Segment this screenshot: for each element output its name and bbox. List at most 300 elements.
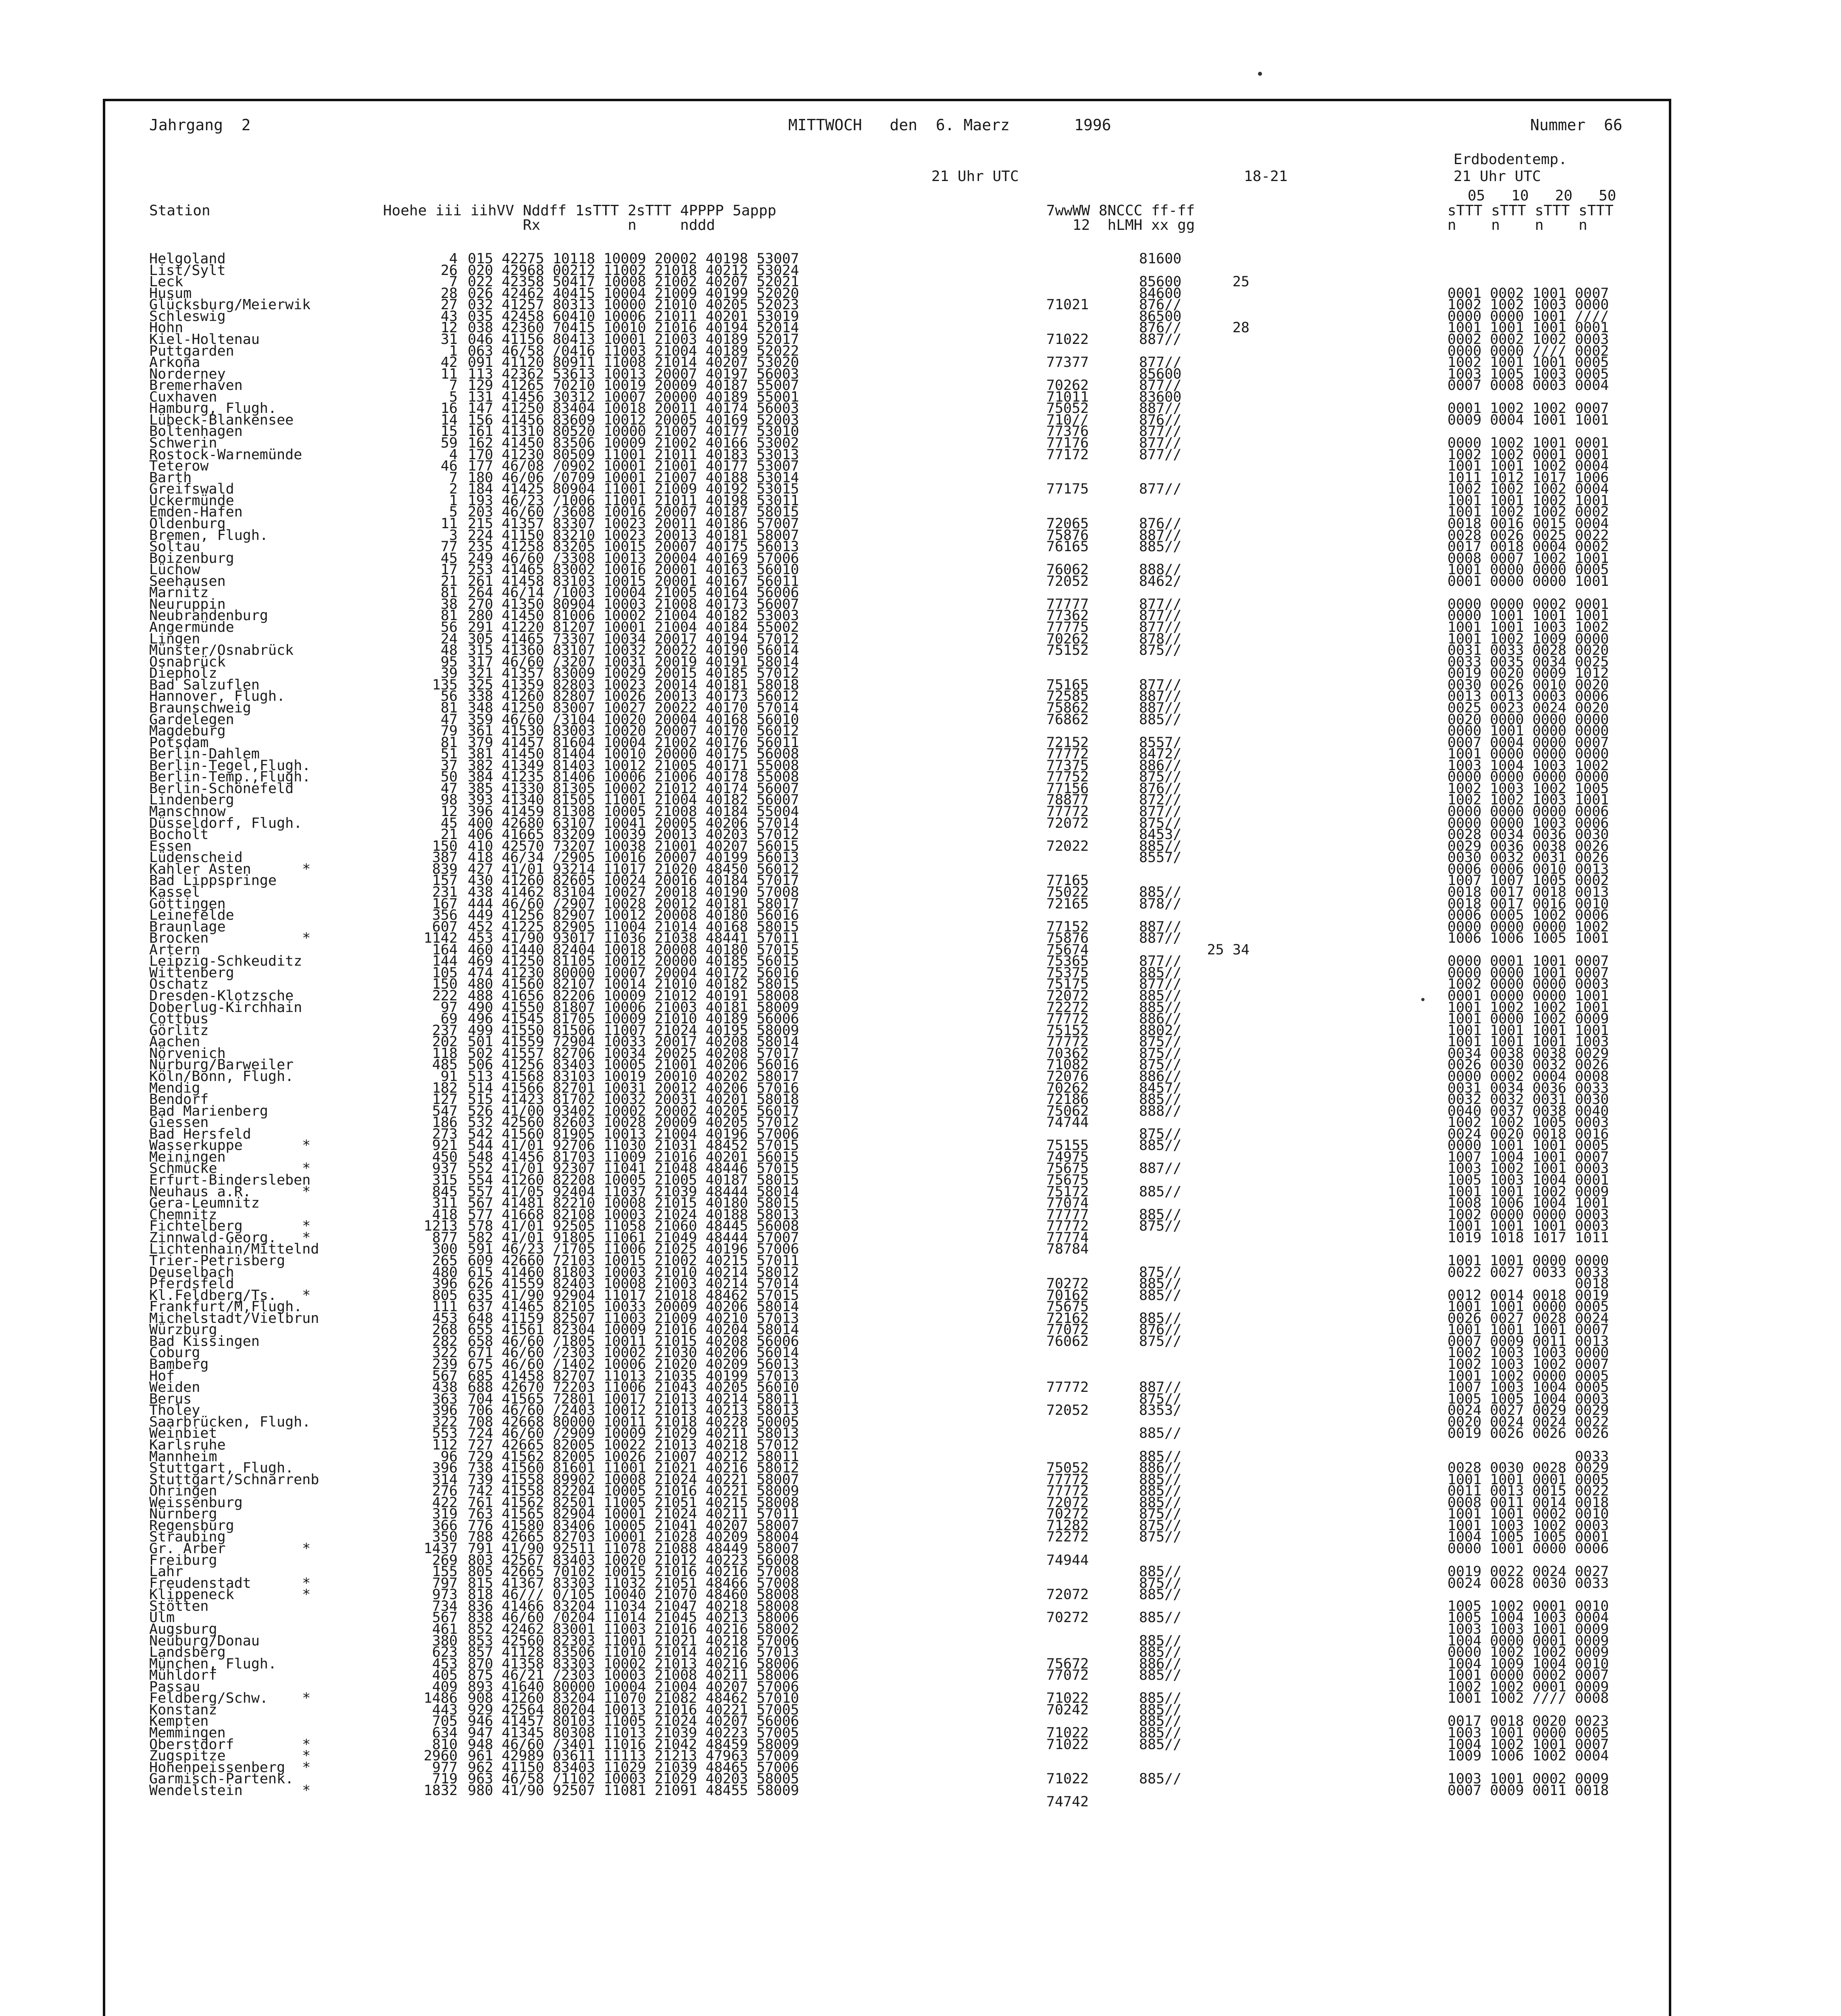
table-row (149, 852, 1665, 864)
soil-observation-time: 21 Uhr UTC (1454, 168, 1541, 185)
station-weather-group: 77362 (1046, 608, 1089, 624)
station-soil-temps: 0000 0000 0000 0006 (1447, 804, 1609, 820)
station-synop-codes: 962 41150 83403 11029 21039 48465 57006 (468, 1759, 799, 1776)
station-soil-temps: 1003 1002 1001 0003 (1447, 1160, 1609, 1177)
station-synop-codes: 626 41559 82403 10008 21003 40214 57014 (468, 1276, 799, 1292)
station-weather-group: 75155 (1046, 1137, 1089, 1154)
station-name: Braunschweig (149, 700, 251, 716)
station-weather-group: 77375 (1046, 757, 1089, 774)
table-row (149, 1508, 1665, 1520)
station-synop-codes: 548 41456 81703 11009 21016 40201 56015 (468, 1149, 799, 1165)
table-row (149, 285, 1665, 302)
station-height: 222 (432, 988, 458, 1004)
table-row (149, 469, 1665, 486)
station-synop-codes: 658 46/60 /1805 10011 21015 40208 56006 (468, 1333, 799, 1350)
station-synop-codes: 469 41250 81105 10012 20000 40185 56015 (468, 953, 799, 970)
station-synop-codes: 738 41560 81601 11001 21021 40216 58012 (468, 1460, 799, 1477)
station-soil-temps: 1008 1006 1004 1001 (1447, 1195, 1609, 1212)
station-name: Glücksburg/Meierwik (149, 297, 311, 313)
station-height: 11 (440, 515, 458, 532)
station-cloud-wind-group: 885// (1139, 1425, 1182, 1442)
table-row (149, 711, 1665, 728)
station-synop-codes: 400 42680 63107 10041 20005 40206 57014 (468, 815, 799, 831)
station-soil-temps: 0024 0028 0030 0033 (1447, 1575, 1609, 1591)
station-name: Wendelstein * (149, 1782, 311, 1799)
station-name: Ulm (149, 1610, 175, 1626)
table-row (149, 1796, 1665, 1808)
station-cloud-wind-group: 876// (1139, 1322, 1182, 1338)
station-soil-temps: 1001 1001 1001 1001 (1447, 1022, 1609, 1039)
station-synop-codes: 026 42462 40415 10004 21009 40199 52020 (468, 285, 799, 302)
table-row (149, 930, 1665, 947)
station-synop-codes: 396 41459 81308 10005 21008 40184 55004 (468, 804, 799, 820)
station-height: 51 (440, 746, 458, 762)
station-height: 300 (432, 1241, 458, 1258)
station-weather-group: 70272 (1046, 1276, 1089, 1292)
station-soil-temps: 1002 0000 0000 0003 (1447, 976, 1609, 993)
station-weather-group: 75022 (1046, 884, 1089, 900)
station-name: Boizenburg (149, 550, 234, 566)
table-row (149, 1727, 1665, 1739)
station-cloud-wind-group: 888// (1139, 562, 1182, 578)
station-height: 7 (449, 274, 458, 290)
station-height: 265 (432, 1252, 458, 1269)
station-soil-temps: 0017 0018 0004 0002 (1447, 539, 1609, 555)
station-synop-codes: 857 41128 83506 11010 21014 40216 57013 (468, 1644, 799, 1661)
scan-speck (1421, 998, 1424, 1001)
station-weather-group: 77772 (1046, 804, 1089, 820)
station-soil-temps: 1004 1009 1004 0010 (1447, 1656, 1609, 1672)
station-soil-temps: 1009 1006 1002 0004 (1447, 1748, 1609, 1764)
station-synop-codes: 946 41457 80103 11005 21024 40207 56006 (468, 1713, 799, 1730)
station-synop-codes: 853 42560 82303 11001 21021 40218 57006 (468, 1633, 799, 1649)
station-cloud-wind-group: 877// (1139, 619, 1182, 635)
table-row (149, 400, 1665, 417)
station-name: Düsseldorf, Flugh. (149, 815, 302, 831)
table-row (149, 1393, 1665, 1405)
table-row (149, 331, 1665, 348)
station-name: Bad Hersfeld (149, 1126, 251, 1142)
station-cloud-wind-group: 875// (1139, 1517, 1182, 1534)
station-name: Berlin-Temp.,Flugh. (149, 769, 311, 785)
station-soil-temps: 0000 1002 1002 0009 (1447, 1644, 1609, 1661)
station-height: 4 (449, 251, 458, 267)
station-name: Bamberg (149, 1356, 209, 1372)
station-soil-temps: 0019 0026 0026 0026 (1447, 1425, 1609, 1442)
station-weather-group: 70262 (1046, 631, 1089, 647)
station-soil-temps: 0007 0009 0011 0013 (1447, 1333, 1609, 1350)
station-weather-group: 77172 (1046, 446, 1089, 463)
station-height: 405 (432, 1667, 458, 1684)
station-cloud-wind-group: 878// (1139, 896, 1182, 912)
station-weather-group: 70262 (1046, 1080, 1089, 1096)
period-label: 18-21 (1244, 168, 1288, 185)
station-cloud-wind-group: 885// (1139, 1564, 1182, 1580)
station-weather-group: 76862 (1046, 711, 1089, 728)
station-height: 422 (432, 1494, 458, 1511)
station-name: Görlitz (149, 1022, 209, 1039)
station-height: 805 (432, 1287, 458, 1304)
table-row (149, 1644, 1665, 1661)
station-cloud-wind-group: 875// (1139, 1057, 1182, 1073)
station-weather-group: 72186 (1046, 1091, 1089, 1108)
station-soil-temps: 1001 1002 1002 1001 (1447, 999, 1609, 1016)
station-height: 356 (432, 907, 458, 924)
station-name: Hohenpeissenberg * (149, 1759, 311, 1776)
station-weather-group: 76062 (1046, 562, 1089, 578)
station-name: Weiden (149, 1379, 200, 1396)
station-synop-codes: 803 42567 83403 10020 21012 40223 56008 (468, 1552, 799, 1568)
station-name: Gr. Arber * (149, 1541, 311, 1557)
station-weather-group: 77156 (1046, 780, 1089, 797)
table-row (149, 757, 1665, 774)
table-row (149, 1713, 1665, 1730)
station-name: Seehausen (149, 573, 226, 589)
station-synop-codes: 501 41559 72904 10033 20017 40208 58014 (468, 1034, 799, 1050)
station-height: 155 (432, 1564, 458, 1580)
station-cloud-wind-group: 8462/ (1139, 573, 1182, 589)
station-cloud-wind-group: 875// (1139, 1506, 1182, 1522)
station-weather-group: 71022 (1046, 1771, 1089, 1787)
station-soil-temps: 0000 0000 0000 1002 (1447, 918, 1609, 935)
station-name: Garmisch-Partenk. (149, 1771, 294, 1787)
station-name: Lingen (149, 631, 200, 647)
station-synop-codes: 591 46/23 /1705 11006 21025 40196 57006 (468, 1241, 799, 1258)
station-height: 380 (432, 1633, 458, 1649)
station-synop-codes: 449 41256 82907 10012 20008 40180 56016 (468, 907, 799, 924)
table-row (149, 322, 1665, 334)
station-soil-temps: 1001 0000 0002 0007 (1447, 1667, 1609, 1684)
station-cloud-wind-group: 887// (1139, 700, 1182, 716)
station-weather-group: 71082 (1046, 1057, 1089, 1073)
station-cloud-wind-group: 885// (1139, 539, 1182, 555)
station-weather-group: 70362 (1046, 1045, 1089, 1062)
station-height: 623 (432, 1644, 458, 1661)
station-cloud-wind-group: 876// (1139, 780, 1182, 797)
station-soil-temps: 0028 0030 0028 0029 (1447, 1460, 1609, 1477)
station-name: Lichtenhain/Mittelnd (149, 1241, 319, 1258)
station-height: 167 (432, 896, 458, 912)
table-row (149, 665, 1665, 682)
station-weather-group: 77377 (1046, 354, 1089, 371)
station-synop-codes: 488 41656 82206 10009 21012 40191 58008 (468, 988, 799, 1004)
table-row (149, 1137, 1665, 1154)
station-soil-temps: 1002 1002 1002 0004 (1447, 481, 1609, 498)
station-soil-temps: 1001 1002 0000 0005 (1447, 1368, 1609, 1384)
station-soil-temps: 0018 0017 0018 0013 (1447, 884, 1609, 900)
station-cloud-wind-group: 875// (1139, 1034, 1182, 1050)
table-row (149, 702, 1665, 714)
table-row (149, 1333, 1665, 1350)
station-synop-codes: 382 41349 81403 10012 21005 40171 55008 (468, 757, 799, 774)
table-row (149, 1681, 1665, 1693)
station-cloud-wind-group: 878// (1139, 631, 1182, 647)
station-name: Nörvenich (149, 1045, 226, 1062)
table-row (149, 679, 1665, 691)
station-name: Saarbrücken, Flugh. (149, 1414, 311, 1430)
station-name: Wasserkuppe * (149, 1137, 311, 1154)
table-row (149, 1347, 1665, 1359)
station-weather-group: 71022 (1046, 1736, 1089, 1753)
station-synop-codes: 410 42570 73207 10038 21001 40207 56015 (468, 838, 799, 854)
station-cloud-wind-group: 885// (1139, 1483, 1182, 1500)
station-synop-codes: 444 46/60 /2907 10028 20012 40181 58017 (468, 896, 799, 912)
station-height: 17 (440, 562, 458, 578)
issue-number: Nummer 66 (1530, 116, 1622, 134)
station-synop-codes: 506 41256 83403 10005 21001 40206 56016 (468, 1057, 799, 1073)
station-name: Meiningen (149, 1149, 226, 1165)
station-synop-codes: 184 41425 80904 11001 21009 40192 53015 (468, 481, 799, 498)
station-cloud-wind-group: 885// (1139, 964, 1182, 981)
station-weather-group: 70262 (1046, 377, 1089, 394)
station-height: 50 (440, 769, 458, 785)
station-cloud-wind-group: 8802/ (1139, 1022, 1182, 1039)
station-name: Marnitz (149, 585, 209, 601)
station-name: Bad Lippspringe (149, 873, 277, 889)
station-weather-group: 71022 (1046, 331, 1089, 348)
table-row (149, 564, 1665, 576)
station-synop-codes: 235 41258 83205 10015 20007 40175 56013 (468, 539, 799, 555)
station-soil-temps: 0000 1001 1001 1001 (1447, 608, 1609, 624)
station-height: 45 (440, 550, 458, 566)
station-weather-group: 77072 (1046, 1667, 1089, 1684)
station-height: 24 (440, 631, 458, 647)
table-row (149, 1759, 1665, 1776)
station-cloud-wind-group: 885// (1139, 1771, 1182, 1787)
station-weather-group: 72165 (1046, 896, 1089, 912)
table-row (149, 1704, 1665, 1716)
station-height: 5 (449, 389, 458, 405)
station-synop-codes: 526 41/00 93402 10002 20002 40205 56017 (468, 1103, 799, 1119)
station-cloud-wind-group: 886// (1139, 1068, 1182, 1085)
table-row (149, 1278, 1665, 1290)
station-height: 56 (440, 619, 458, 635)
station-cloud-wind-group: 885// (1139, 1633, 1182, 1649)
station-cloud-wind-group: 875// (1139, 1126, 1182, 1142)
station-name: Hamburg, Flugh. (149, 400, 277, 417)
station-name: Hohn (149, 320, 183, 336)
station-cloud-wind-group: 876// (1139, 515, 1182, 532)
station-weather-group: 71282 (1046, 1517, 1089, 1534)
station-synop-codes: 685 41458 82707 11013 21035 40199 57013 (468, 1368, 799, 1384)
station-soil-temps: 1001 1002 //// 0008 (1447, 1690, 1609, 1707)
station-name: Lindenberg (149, 792, 234, 808)
station-name: Stuttgart/Schnarrenb (149, 1471, 319, 1488)
station-soil-temps: 1005 1002 0001 0010 (1447, 1598, 1609, 1614)
station-synop-codes: 180 46/06 /0709 10001 21007 40188 53014 (468, 469, 799, 486)
station-height: 69 (440, 1011, 458, 1027)
table-row (149, 1621, 1665, 1637)
station-cloud-wind-group: 887// (1139, 918, 1182, 935)
station-synop-codes: 818 46/// 0/105 10040 21070 48460 58008 (468, 1587, 799, 1603)
station-synop-codes: 947 41345 80308 11013 21039 40223 57005 (468, 1725, 799, 1741)
station-cloud-wind-group: 877// (1139, 377, 1182, 394)
station-soil-temps: 0025 0023 0024 0020 (1447, 700, 1609, 716)
station-name: Aachen (149, 1034, 200, 1050)
station-weather-group: 70272 (1046, 1610, 1089, 1626)
station-height: 135 (432, 677, 458, 693)
table-row (149, 492, 1665, 509)
table-row (149, 771, 1665, 783)
table-row (149, 1068, 1665, 1085)
station-synop-codes: 193 46/23 /1006 11001 21011 40198 53011 (468, 492, 799, 509)
station-soil-temps: 1001 1001 1002 0004 (1447, 458, 1609, 475)
station-synop-codes: 131 41456 30312 10007 20000 40189 55001 (468, 389, 799, 405)
station-height: 164 (432, 941, 458, 958)
station-weather-group: 72072 (1046, 988, 1089, 1004)
station-name: Lüdenscheid (149, 850, 243, 866)
station-synop-codes: 249 46/60 /3308 10013 20004 40169 57006 (468, 550, 799, 566)
station-name: Schmücke * (149, 1160, 311, 1177)
station-name: Arkona (149, 354, 200, 371)
station-name: Potsdam (149, 734, 209, 751)
station-synop-codes: 655 41561 82304 10009 21016 40204 58014 (468, 1322, 799, 1338)
table-row (149, 1690, 1665, 1707)
station-synop-codes: 836 41466 83204 11034 21047 40218 58008 (468, 1598, 799, 1614)
station-height: 5 (449, 504, 458, 521)
station-name: Gera-Leumnitz (149, 1195, 260, 1212)
station-soil-temps: 0000 0000 0002 0001 (1447, 596, 1609, 612)
station-cloud-wind-group: 877// (1139, 435, 1182, 451)
station-soil-temps: 1001 1001 1002 1001 (1447, 492, 1609, 509)
station-synop-codes: 460 41440 82404 10018 20008 40180 57015 (468, 941, 799, 958)
station-weather-group: 70242 (1046, 1702, 1089, 1718)
station-soil-temps: 0031 0033 0028 0020 (1447, 642, 1609, 659)
table-row (149, 1483, 1665, 1500)
table-row (149, 838, 1665, 854)
station-height: 97 (440, 999, 458, 1016)
station-height: 921 (432, 1137, 458, 1154)
station-height: 438 (432, 1379, 458, 1396)
table-row (149, 1013, 1665, 1025)
station-synop-codes: 264 46/14 /1003 10004 21005 40164 56006 (468, 585, 799, 601)
table-row (149, 1425, 1665, 1442)
station-synop-codes: 379 41457 81604 10004 21002 40176 56011 (468, 734, 799, 751)
table-row (149, 1667, 1665, 1684)
station-weather-group: 77165 (1046, 873, 1089, 889)
station-name: Artern (149, 941, 200, 958)
station-height: 810 (432, 1736, 458, 1753)
station-cloud-wind-group: 86500 (1139, 308, 1182, 325)
table-row (149, 1658, 1665, 1670)
table-row (149, 377, 1665, 394)
station-cloud-wind-group: 8457/ (1139, 1080, 1182, 1096)
station-soil-temps: 0019 0020 0009 1012 (1447, 665, 1609, 682)
station-synop-codes: 724 46/60 /2909 10009 21029 40211 58013 (468, 1425, 799, 1442)
station-weather-group: 72272 (1046, 999, 1089, 1016)
station-synop-codes: 729 41562 82005 10026 21007 40212 58011 (468, 1448, 799, 1465)
station-height: 96 (440, 1448, 458, 1465)
station-soil-temps: 1003 1001 0000 0005 (1447, 1725, 1609, 1741)
station-soil-temps: 1002 1003 1002 1005 (1447, 780, 1609, 797)
table-row (149, 1566, 1665, 1578)
station-height: 797 (432, 1575, 458, 1591)
station-synop-codes: 870 41358 83303 10002 21013 40216 58006 (468, 1656, 799, 1672)
table-row (149, 633, 1665, 645)
station-height: 239 (432, 1356, 458, 1372)
station-synop-codes: 361 41530 83003 10020 20007 40170 56012 (468, 723, 799, 739)
station-soil-temps: 0000 0000 1003 0006 (1447, 815, 1609, 831)
station-height: 973 (432, 1587, 458, 1603)
station-name: Berlin-Schönefeld (149, 780, 294, 797)
table-row (149, 1160, 1665, 1177)
station-synop-codes: 761 41562 82501 11005 21051 40215 58008 (468, 1494, 799, 1511)
station-height: 553 (432, 1425, 458, 1442)
station-name: Boltenhagen (149, 423, 243, 440)
table-row (149, 389, 1665, 405)
station-name: Klippeneck * (149, 1587, 311, 1603)
station-name: Lübeck-Blankensee (149, 412, 294, 428)
station-cloud-wind-group: 885// (1139, 1137, 1182, 1154)
table-row (149, 343, 1665, 359)
station-synop-codes: 502 41557 82706 10034 20025 40208 57017 (468, 1045, 799, 1062)
station-soil-temps: 1001 1001 1003 1002 (1447, 619, 1609, 635)
station-cloud-wind-group: 875// (1139, 1575, 1182, 1591)
station-height: 231 (432, 884, 458, 900)
station-cloud-wind-group: 877// (1139, 608, 1182, 624)
table-row (149, 414, 1665, 426)
station-weather-group: 76165 (1046, 539, 1089, 555)
station-cloud-wind-group: 888// (1139, 1103, 1182, 1119)
table-row (149, 596, 1665, 612)
station-synop-codes: 742 41558 82204 10005 21016 40221 58009 (468, 1483, 799, 1500)
station-soil-temps: 0000 1001 0000 0000 (1447, 723, 1609, 739)
station-synop-codes: 022 42358 50417 10008 21002 40207 52021 (468, 274, 799, 290)
table-row (149, 780, 1665, 797)
station-height: 1486 (423, 1690, 458, 1707)
station-weather-group: 71022 (1046, 1725, 1089, 1741)
station-weather-group: 74975 (1046, 1149, 1089, 1165)
table-row (149, 999, 1665, 1016)
station-height: 845 (432, 1183, 458, 1200)
station-height: 37 (440, 757, 458, 774)
station-soil-temps: 0028 0034 0036 0030 (1447, 827, 1609, 843)
station-weather-group: 710// (1046, 412, 1089, 428)
table-row (149, 1059, 1665, 1071)
table-row (149, 1149, 1665, 1165)
station-name: Bad Salzuflen (149, 677, 260, 693)
station-height: 443 (432, 1702, 458, 1718)
station-name: Hof (149, 1368, 175, 1384)
station-synop-codes: 513 41568 83103 10019 20010 40202 58017 (468, 1068, 799, 1085)
station-name: Augsburg (149, 1621, 217, 1637)
station-name: Ückermünde (149, 492, 234, 509)
station-soil-temps: 0029 0036 0038 0026 (1447, 838, 1609, 854)
station-cloud-wind-group: 8472/ (1139, 746, 1182, 762)
station-name: Schwerin (149, 435, 217, 451)
station-synop-codes: 381 41450 81404 10010 20000 40175 56008 (468, 746, 799, 762)
station-soil-temps: 1001 0000 1002 0009 (1447, 1011, 1609, 1027)
station-soil-temps: 0031 0034 0036 0033 (1447, 1080, 1609, 1096)
station-name: Göttingen (149, 896, 226, 912)
station-name: Braunlage (149, 918, 226, 935)
station-soil-temps: 0001 0000 0000 1001 (1447, 573, 1609, 589)
station-height: 1 (449, 343, 458, 359)
station-name: Freudenstadt * (149, 1575, 311, 1591)
table-row (149, 1370, 1665, 1382)
station-weather-group: 72585 (1046, 688, 1089, 705)
station-weather-group: 71011 (1046, 389, 1089, 405)
column-soil-temps: sTTT sTTT sTTT sTTT (1447, 202, 1614, 219)
station-height: 322 (432, 1414, 458, 1430)
station-cloud-wind-group: 885// (1139, 1471, 1182, 1488)
station-height: 350 (432, 1529, 458, 1545)
station-height: 12 (440, 804, 458, 820)
table-row (149, 907, 1665, 924)
station-synop-codes: 875 46/21 /2303 10003 21008 40211 58006 (468, 1667, 799, 1684)
station-cloud-wind-group: 877// (1139, 423, 1182, 440)
station-name: Münster/Osnabrück (149, 642, 294, 659)
